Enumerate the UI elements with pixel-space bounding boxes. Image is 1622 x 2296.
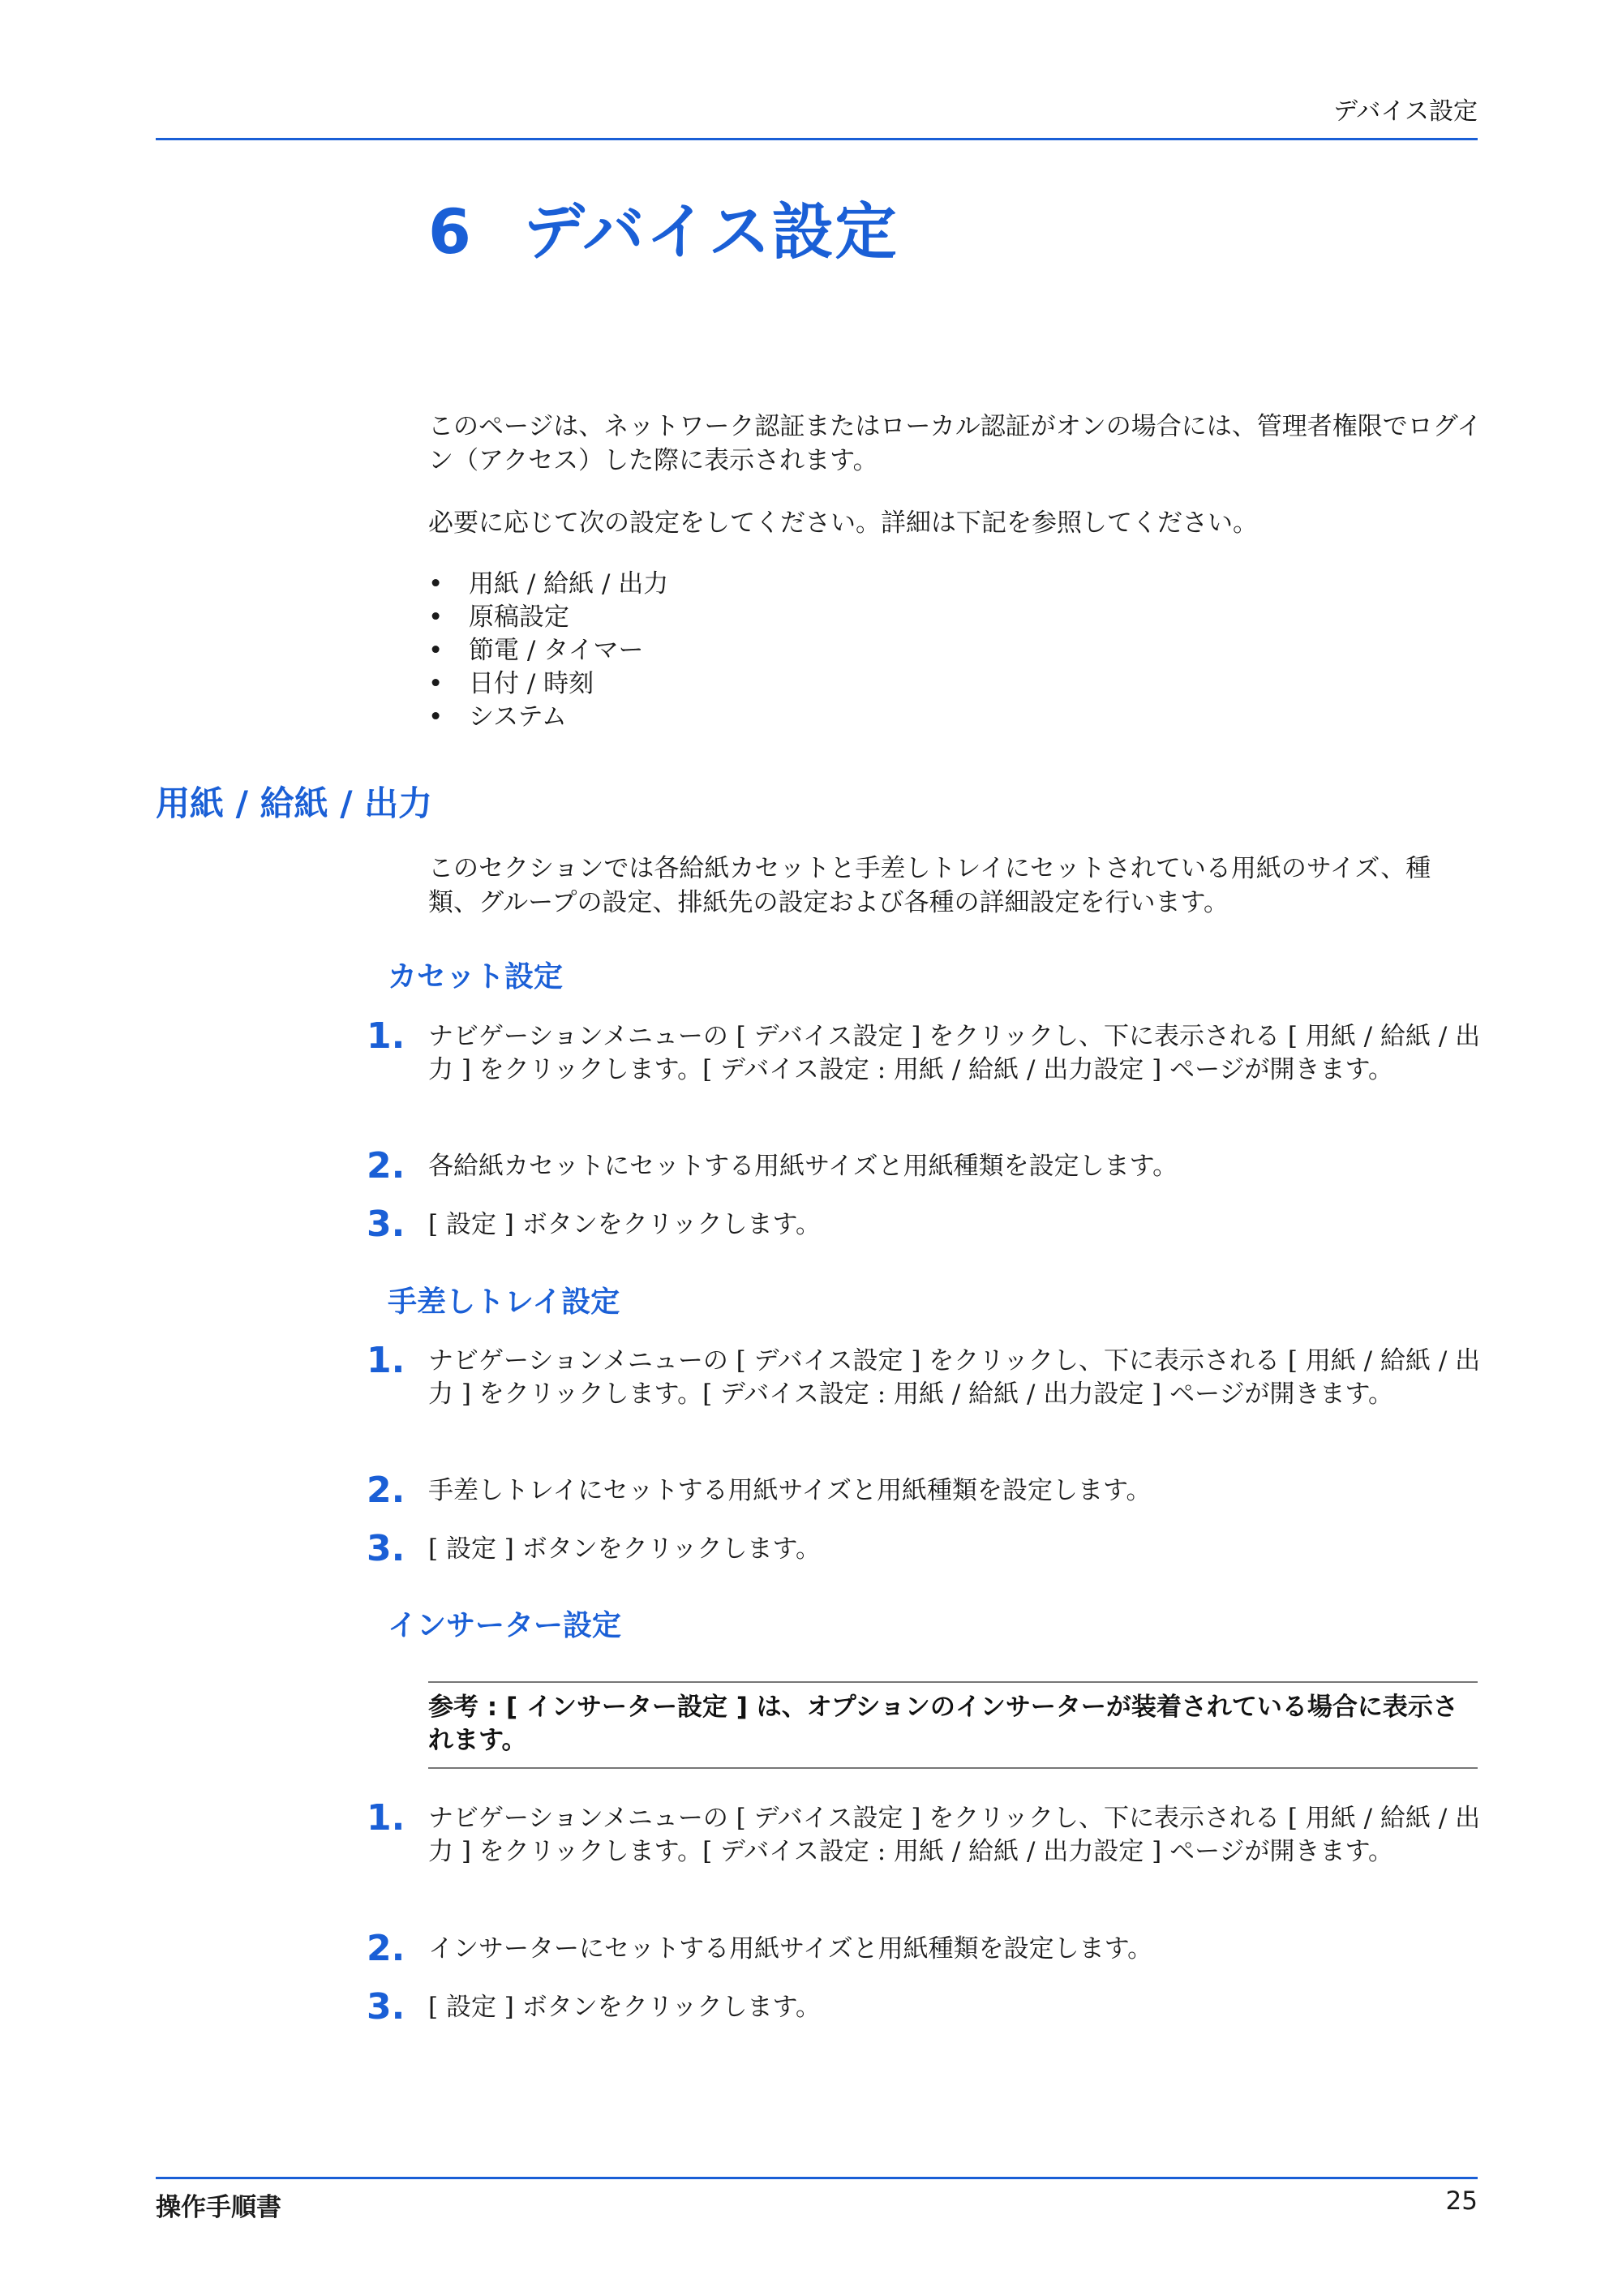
step-number: 2. <box>367 1928 406 1969</box>
step-item <box>367 1204 1486 1245</box>
step-text: ナビゲーションメニューの [ デバイス設定 ] をクリックし、下に表示される [ 用紙 / 給紙 / 出力 ] をクリックします。[ デバイス設定 : 用紙 / 給紙 / 出力設定 ] ページが開きます。 <box>428 1804 1481 1866</box>
header-rule <box>156 138 1478 140</box>
list-item: • 原稿設定 <box>428 601 1401 634</box>
step-text: ナビゲーションメニューの [ デバイス設定 ] をクリックし、下に表示される [ 用紙 / 給紙 / 出力 ] をクリックします。[ デバイス設定 : 用紙 / 給紙 / 出力設定 ] ページが開きます。 <box>428 1346 1481 1409</box>
step-item <box>367 1015 1486 1087</box>
step-text: インサーターにセットする用紙サイズと用紙種類を設定します。 <box>428 1934 1153 1963</box>
settings-list <box>428 568 1401 734</box>
step-item <box>367 1528 1486 1569</box>
step-number: 3. <box>367 1204 406 1245</box>
step-text: [ 設定 ] ボタンをクリックします。 <box>428 1210 822 1239</box>
list-item: • 節電 / タイマー <box>428 634 1401 667</box>
step-item <box>367 1928 1486 1969</box>
chapter-title-text: デバイス設定 <box>522 195 899 268</box>
step-item <box>367 1470 1486 1511</box>
step-item <box>367 1797 1486 1869</box>
list-item: • 用紙 / 給紙 / 出力 <box>428 568 1401 601</box>
section-title: 用紙 / 給紙 / 出力 <box>156 783 433 823</box>
step-item <box>367 1145 1486 1187</box>
page-number: 25 <box>1445 2187 1478 2216</box>
manual-tray-settings-heading: 手差しトレイ設定 <box>388 1285 620 1319</box>
list-item: • システム <box>428 701 1401 734</box>
step-number: 2. <box>367 1145 406 1187</box>
chapter-title <box>428 182 899 271</box>
chapter-number: 6 <box>428 195 473 268</box>
step-item <box>367 1986 1486 2028</box>
step-number: 1. <box>367 1015 406 1057</box>
list-item: • 日付 / 時刻 <box>428 667 1401 701</box>
step-text: [ 設定 ] ボタンをクリックします。 <box>428 1993 822 2022</box>
step-text: 各給紙カセットにセットする用紙サイズと用紙種類を設定します。 <box>428 1152 1178 1181</box>
step-text: [ 設定 ] ボタンをクリックします。 <box>428 1534 822 1564</box>
reference-note: 参考 : [ インサーター設定 ] は、オプションのインサーターが装着されている場合に表示されます。 <box>428 1681 1478 1769</box>
step-number: 1. <box>367 1340 406 1381</box>
cassette-settings-heading: カセット設定 <box>388 960 564 994</box>
step-text: 手差しトレイにセットする用紙サイズと用紙種類を設定します。 <box>428 1476 1152 1505</box>
step-number: 3. <box>367 1528 406 1569</box>
step-number: 2. <box>367 1470 406 1511</box>
step-item <box>367 1340 1486 1411</box>
step-number: 1. <box>367 1797 406 1839</box>
step-number: 3. <box>367 1986 406 2028</box>
footer-manual-name: 操作手順書 <box>156 2193 281 2222</box>
footer-rule <box>156 2177 1478 2179</box>
running-header: デバイス設定 <box>1333 97 1478 126</box>
intro-paragraph-2: 必要に応じて次の設定をしてください。詳細は下記を参照してください。 <box>428 509 1258 538</box>
step-text: ナビゲーションメニューの [ デバイス設定 ] をクリックし、下に表示される [ 用紙 / 給紙 / 出力 ] をクリックします。[ デバイス設定 : 用紙 / 給紙 / 出力設定 ] ページが開きます。 <box>428 1022 1481 1084</box>
intro-paragraph-1: このページは、ネットワーク認証またはローカル認証がオンの場合には、管理者権限でログイン（アクセス）した際に表示されます。 <box>428 412 1483 475</box>
section-description: このセクションでは各給紙カセットと手差しトレイにセットされている用紙のサイズ、種類、グループの設定、排紙先の設定および各種の詳細設定を行います。 <box>428 854 1431 917</box>
inserter-settings-heading: インサーター設定 <box>388 1609 622 1642</box>
